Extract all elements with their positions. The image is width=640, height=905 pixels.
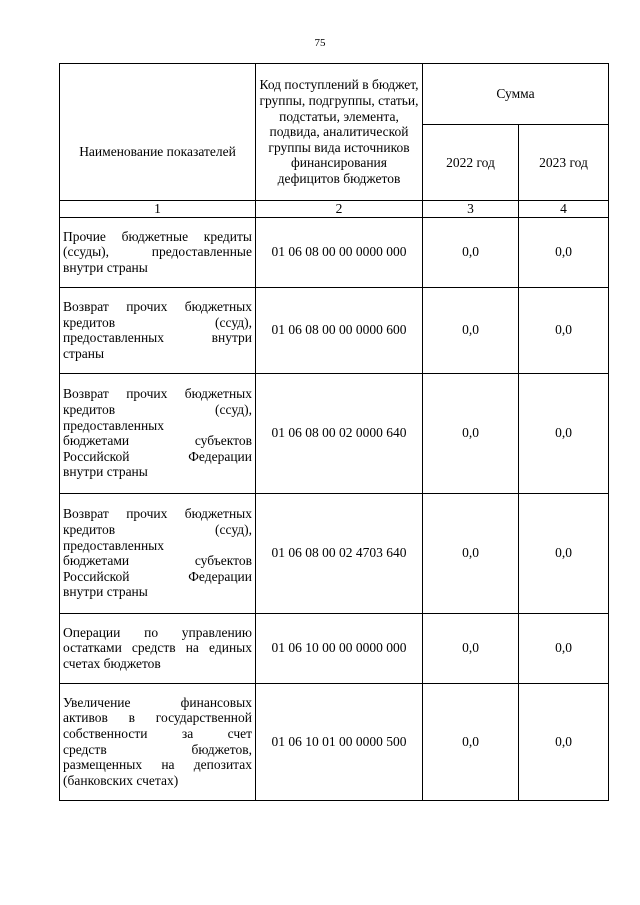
row-name-line: предоставленных [63,417,164,433]
row-name-line: бюджетами субъектов [63,433,252,449]
header-row [60,64,609,125]
row-value-2023: 0,0 [519,683,609,800]
table-row [60,217,609,287]
row-name [60,373,256,493]
row-name-line: кредитов (ссуд), [63,401,252,417]
row-name-line: активов в государственной [63,710,252,726]
table-row [60,287,609,373]
row-value-2023: 0,0 [519,287,609,373]
row-name-line: Российской Федерации [63,568,252,584]
table-row [60,373,609,493]
row-name [60,217,256,287]
header-name: Наименование показателей [60,64,256,201]
row-name-line: средств бюджетов, [63,741,252,757]
row-name-line: остатками средств на единых [63,640,252,656]
row-name-line: внутри страны [63,584,148,600]
row-name-line: страны [63,345,105,361]
row-value-2022: 0,0 [423,217,519,287]
row-name [60,683,256,800]
budget-sources-table [59,63,609,801]
row-name-line: Возврат прочих бюджетных [63,386,252,402]
header-code: Код поступлений в бюджет, группы, подгруппы, статьи, подстатьи, элемента, подвида, аналитической группы вида источников финансирования дефицитов бюджетов [256,64,423,201]
row-name-line: Возврат прочих бюджетных [63,506,252,522]
row-code: 01 06 08 00 00 0000 600 [256,287,423,373]
column-number-1: 1 [60,201,256,218]
column-numbers-row [60,201,609,218]
row-code: 01 06 08 00 02 0000 640 [256,373,423,493]
row-code: 01 06 10 00 00 0000 000 [256,613,423,683]
row-name-line: Российской Федерации [63,448,252,464]
row-name-line: размещенных на депозитах [63,757,252,773]
row-name-line: внутри страны [63,464,148,480]
row-name-line: Прочие бюджетные кредиты [63,228,252,244]
column-number-2: 2 [256,201,423,218]
row-name-line: кредитов (ссуд), [63,314,252,330]
row-name-line: Возврат прочих бюджетных [63,298,252,314]
table-row [60,613,609,683]
row-name-line: кредитов (ссуд), [63,521,252,537]
row-value-2023: 0,0 [519,613,609,683]
row-name-line: внутри страны [63,259,148,275]
row-value-2023: 0,0 [519,493,609,613]
row-value-2022: 0,0 [423,613,519,683]
table-row [60,683,609,800]
row-name-line: счетах бюджетов [63,655,161,671]
row-value-2022: 0,0 [423,683,519,800]
row-name-line: предоставленных внутри [63,330,252,346]
column-number-3: 3 [423,201,519,218]
row-value-2023: 0,0 [519,217,609,287]
row-code: 01 06 08 00 02 4703 640 [256,493,423,613]
column-number-4: 4 [519,201,609,218]
header-sum: Сумма [423,64,609,125]
row-name [60,287,256,373]
row-name-line: (ссуды), предоставленные [63,244,252,260]
header-year-2023: 2023 год [519,125,609,201]
row-name-line: (банковских счетах) [63,772,179,788]
row-name-line: предоставленных [63,537,164,553]
row-name-line: Операции по управлению [63,624,252,640]
row-code: 01 06 08 00 00 0000 000 [256,217,423,287]
header-year-2022: 2022 год [423,125,519,201]
table-row [60,493,609,613]
row-name [60,493,256,613]
row-value-2022: 0,0 [423,373,519,493]
row-name-line: бюджетами субъектов [63,553,252,569]
row-name [60,613,256,683]
page-number: 75 [314,37,326,49]
row-code: 01 06 10 01 00 0000 500 [256,683,423,800]
row-value-2023: 0,0 [519,373,609,493]
table-body [60,217,609,800]
row-name-line: собственности за счет [63,726,252,741]
row-value-2022: 0,0 [423,287,519,373]
row-name-line: Увеличение финансовых [63,694,252,710]
row-value-2022: 0,0 [423,493,519,613]
